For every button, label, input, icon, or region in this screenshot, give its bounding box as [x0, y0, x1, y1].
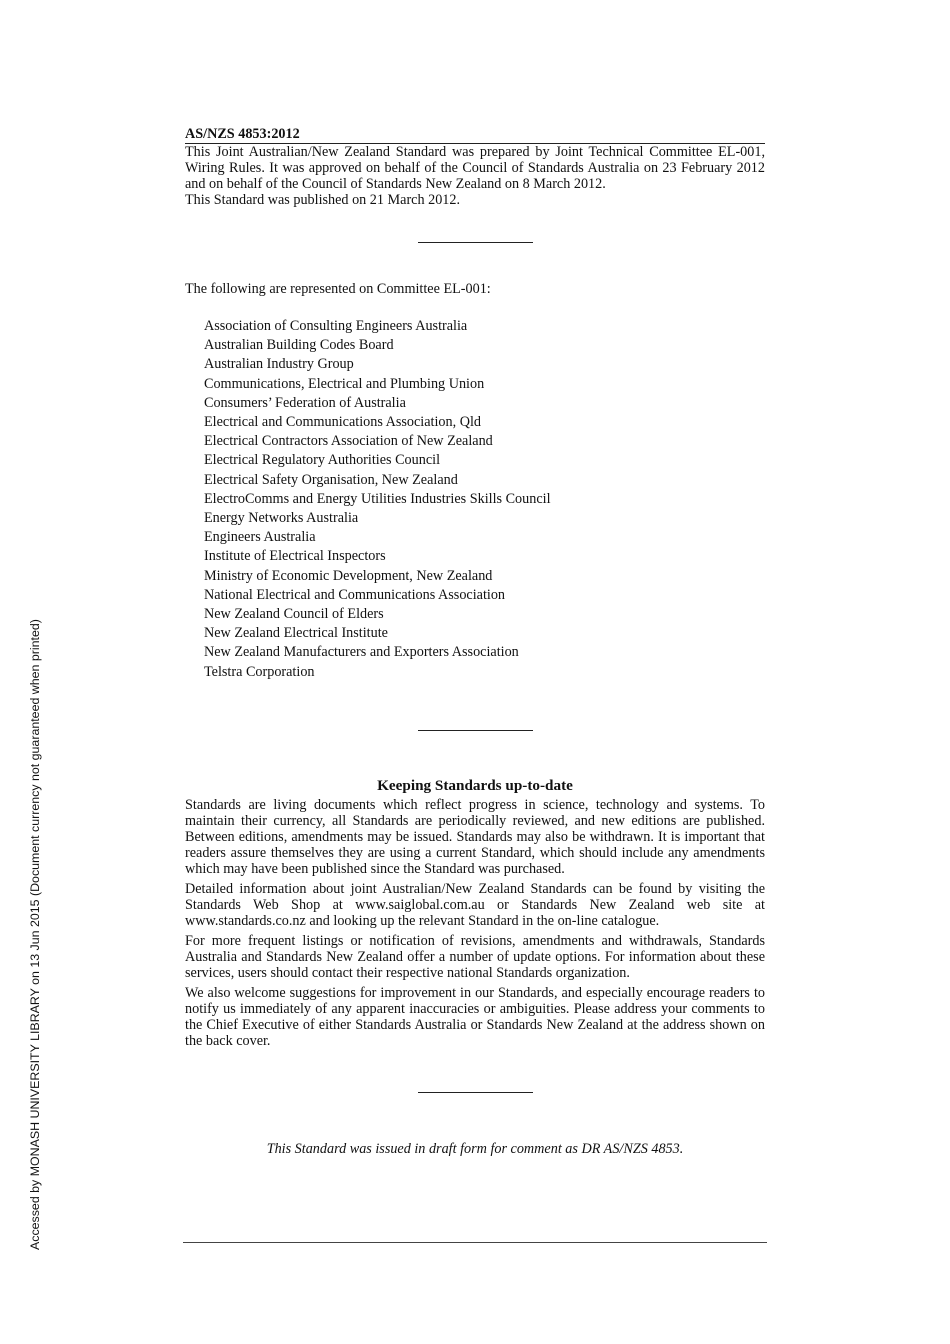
committee-member: Electrical Contractors Association of New Zealand: [204, 433, 493, 450]
body-paragraph: Detailed information about joint Australian/New Zealand Standards can be found by visiting the Standards Web Shop at www.saiglobal.com.au or Standards New Zealand web site at www.standards.co.nz and looking up the relevant Standard in the on-line catalogue.: [185, 880, 765, 929]
page-content: [185, 126, 765, 1158]
body-paragraph: Standards are living documents which reflect progress in science, technology and systems. To maintain their currency, all Standards are periodically reviewed, and new editions are published. Between editions, amendments may be issued. Standards may also be withdrawn. It is important that readers assure themselves they are using a current Standard, which should include any amendments which may have been published since the Standard was purchased.: [185, 796, 765, 877]
committee-member: New Zealand Electrical Institute: [204, 625, 388, 642]
committee-member: New Zealand Manufacturers and Exporters Association: [204, 644, 519, 661]
committee-member: Engineers Australia: [204, 529, 316, 546]
committee-member: New Zealand Council of Elders: [204, 606, 384, 623]
divider: [418, 1092, 533, 1093]
body-paragraph: For more frequent listings or notification of revisions, amendments and withdrawals, Standards Australia and Standards New Zealand offer a number of update options. For information about these services, users should contact their respective national Standards organization.: [185, 932, 765, 981]
standard-id: AS/NZS 4853:2012: [185, 126, 765, 144]
access-watermark: Accessed by MONASH UNIVERSITY LIBRARY on 13 Jun 2015 (Document currency not guaranteed when printed): [28, 619, 42, 1250]
footer-rule: [183, 1242, 767, 1243]
preparation-statement: This Joint Australian/New Zealand Standard was prepared by Joint Technical Committee EL-001, Wiring Rules. It was approved on behalf of the Council of Standards Australia on 23 February 2012 and on behalf of the Council of Standards New Zealand on 8 March 2012.: [185, 144, 765, 192]
committee-member: Consumers’ Federation of Australia: [204, 394, 406, 411]
committee-member: National Electrical and Communications Association: [204, 586, 506, 603]
committee-member: Australian Building Codes Board: [204, 337, 394, 354]
publication-date: This Standard was published on 21 March 2012.: [185, 192, 461, 208]
committee-intro: The following are represented on Committee EL-001:: [185, 281, 491, 297]
committee-member: Australian Industry Group: [204, 356, 354, 373]
committee-member: Electrical Safety Organisation, New Zealand: [204, 471, 458, 488]
body-paragraph: We also welcome suggestions for improvement in our Standards, and especially encourage readers to notify us immediately of any apparent inaccuracies or ambiguities. Please address your comments to the Chief Executive of either Standards Australia or Standards New Zealand at the address shown on the back cover.: [185, 984, 765, 1049]
section-heading: Keeping Standards up-to-date: [377, 776, 573, 794]
committee-member: Association of Consulting Engineers Australia: [204, 318, 468, 334]
divider: [418, 242, 533, 243]
committee-member: Electrical Regulatory Authorities Council: [204, 452, 441, 469]
committee-member: Institute of Electrical Inspectors: [204, 548, 386, 565]
committee-member: ElectroComms and Energy Utilities Industries Skills Council: [204, 490, 551, 507]
committee-member: Communications, Electrical and Plumbing Union: [204, 375, 485, 392]
committee-member: Electrical and Communications Association, Qld: [204, 414, 481, 431]
committee-member: Energy Networks Australia: [204, 510, 359, 527]
committee-member-list: [185, 317, 765, 682]
committee-member: Telstra Corporation: [204, 663, 315, 680]
committee-member: Ministry of Economic Development, New Zealand: [204, 567, 493, 584]
divider: [418, 730, 533, 731]
draft-note: This Standard was issued in draft form for comment as DR AS/NZS 4853.: [266, 1140, 684, 1157]
